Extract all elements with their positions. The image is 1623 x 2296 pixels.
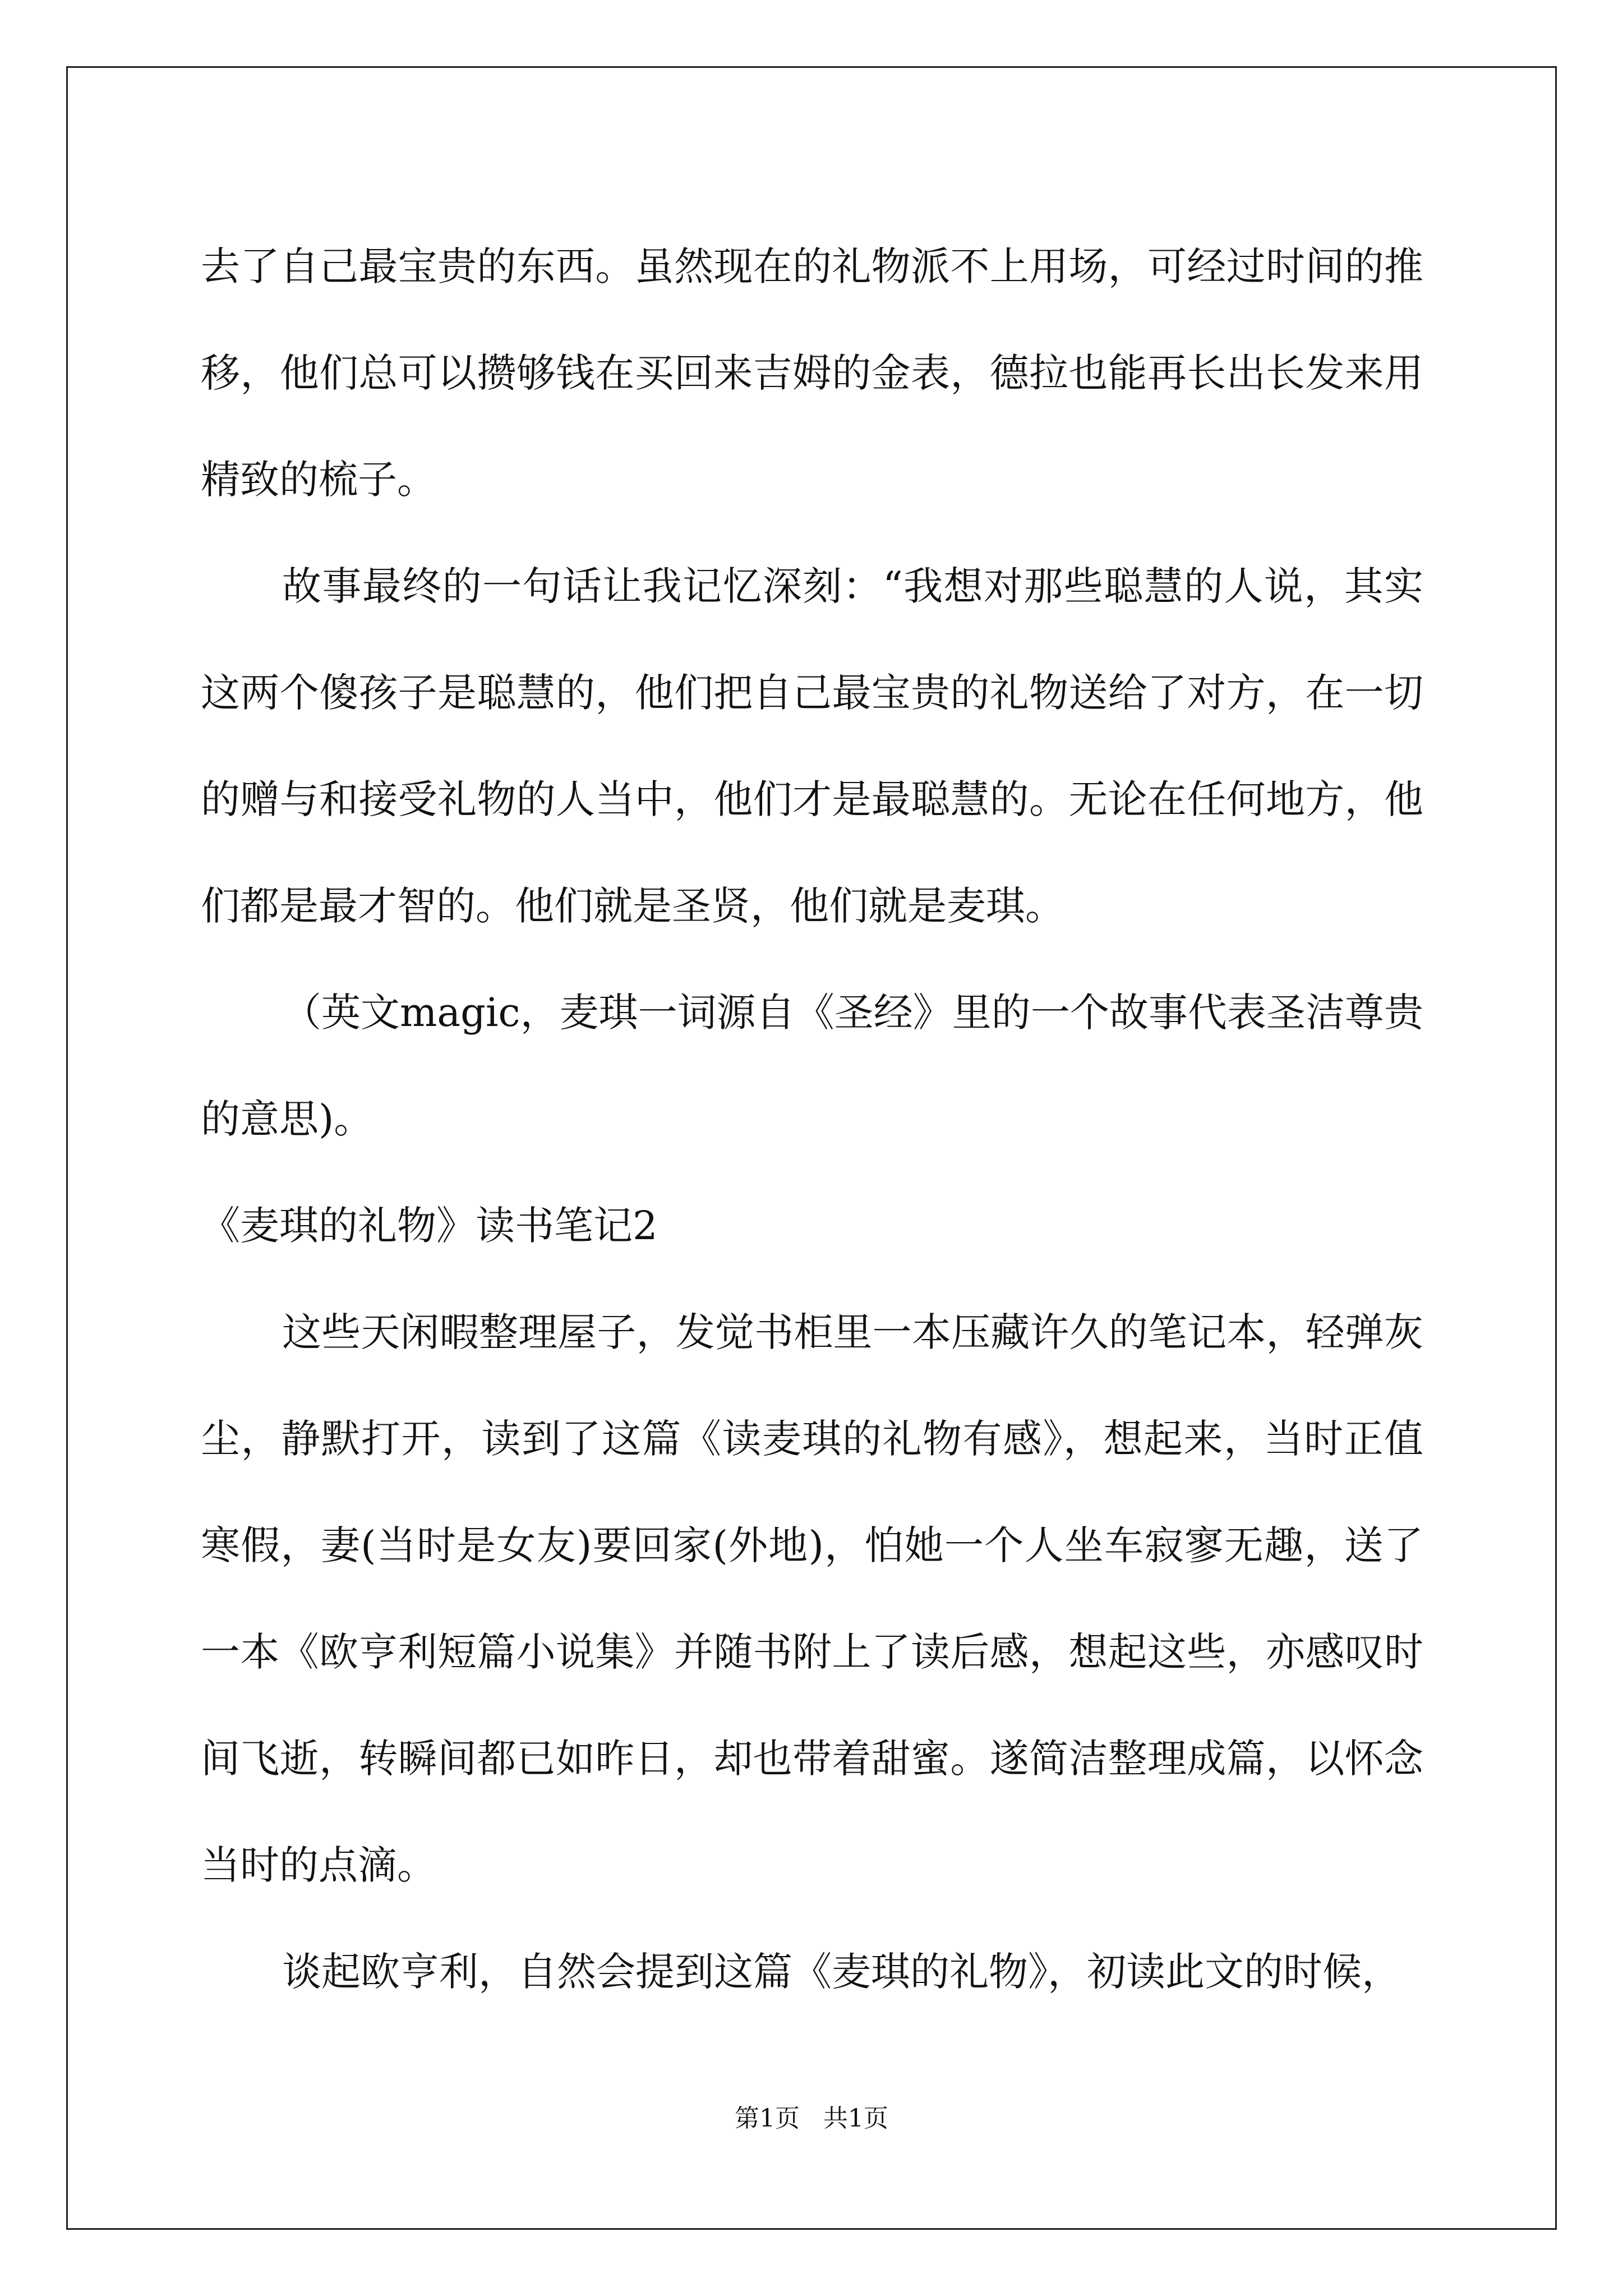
paragraph-ohenry-intro: 谈起欧亨利，自然会提到这篇《麦琪的礼物》，初读此文的时候，: [282, 1949, 1401, 1995]
page-footer: [0, 2098, 1623, 2134]
page-number: 第1页: [735, 2104, 800, 2133]
paragraph-notebook-memory: 这些天闲暇整理屋子，发觉书柜里一本压藏许久的笔记本，轻弹灰尘，静默打开，读到了这篇《读麦琪的礼物有感》，想起来，当时正值寒假，妻(当时是女友)要回家(外地)，怕她一个人坐车寂寥无趣，送了一本《欧亨利短篇小说集》并随书附上了读后感，想起这些，亦感叹时间飞逝，转瞬间都已如昨日，却也带着甜蜜。遂简洁整理成篇，以怀念当时的点滴。: [201, 1309, 1423, 1888]
paragraph-continuation: 去了自己最宝贵的东西。虽然现在的礼物派不上用场，可经过时间的推移，他们总可以攒够钱在买回来吉姆的金表，德拉也能再长出长发来用精致的梳子。: [201, 243, 1423, 503]
paragraph-story-ending: 故事最终的一句话让我记忆深刻：“我想对那些聪慧的人说，其实这两个傻孩子是聪慧的，他们把自己最宝贵的礼物送给了对方，在一切的赠与和接受礼物的人当中，他们才是最聪慧的。无论在任何地方，他们都是最才智的。他们就是圣贤，他们就是麦琪。: [201, 563, 1423, 929]
page-total: 共1页: [823, 2104, 888, 2133]
document-body: [201, 213, 1423, 2025]
paragraph-magic-note: （英文magic，麦琪一词源自《圣经》里的一个故事代表圣洁尊贵的意思)。: [201, 990, 1423, 1142]
footer-spacer: [800, 2104, 823, 2133]
section-heading: 《麦琪的礼物》读书笔记2: [201, 1203, 658, 1249]
